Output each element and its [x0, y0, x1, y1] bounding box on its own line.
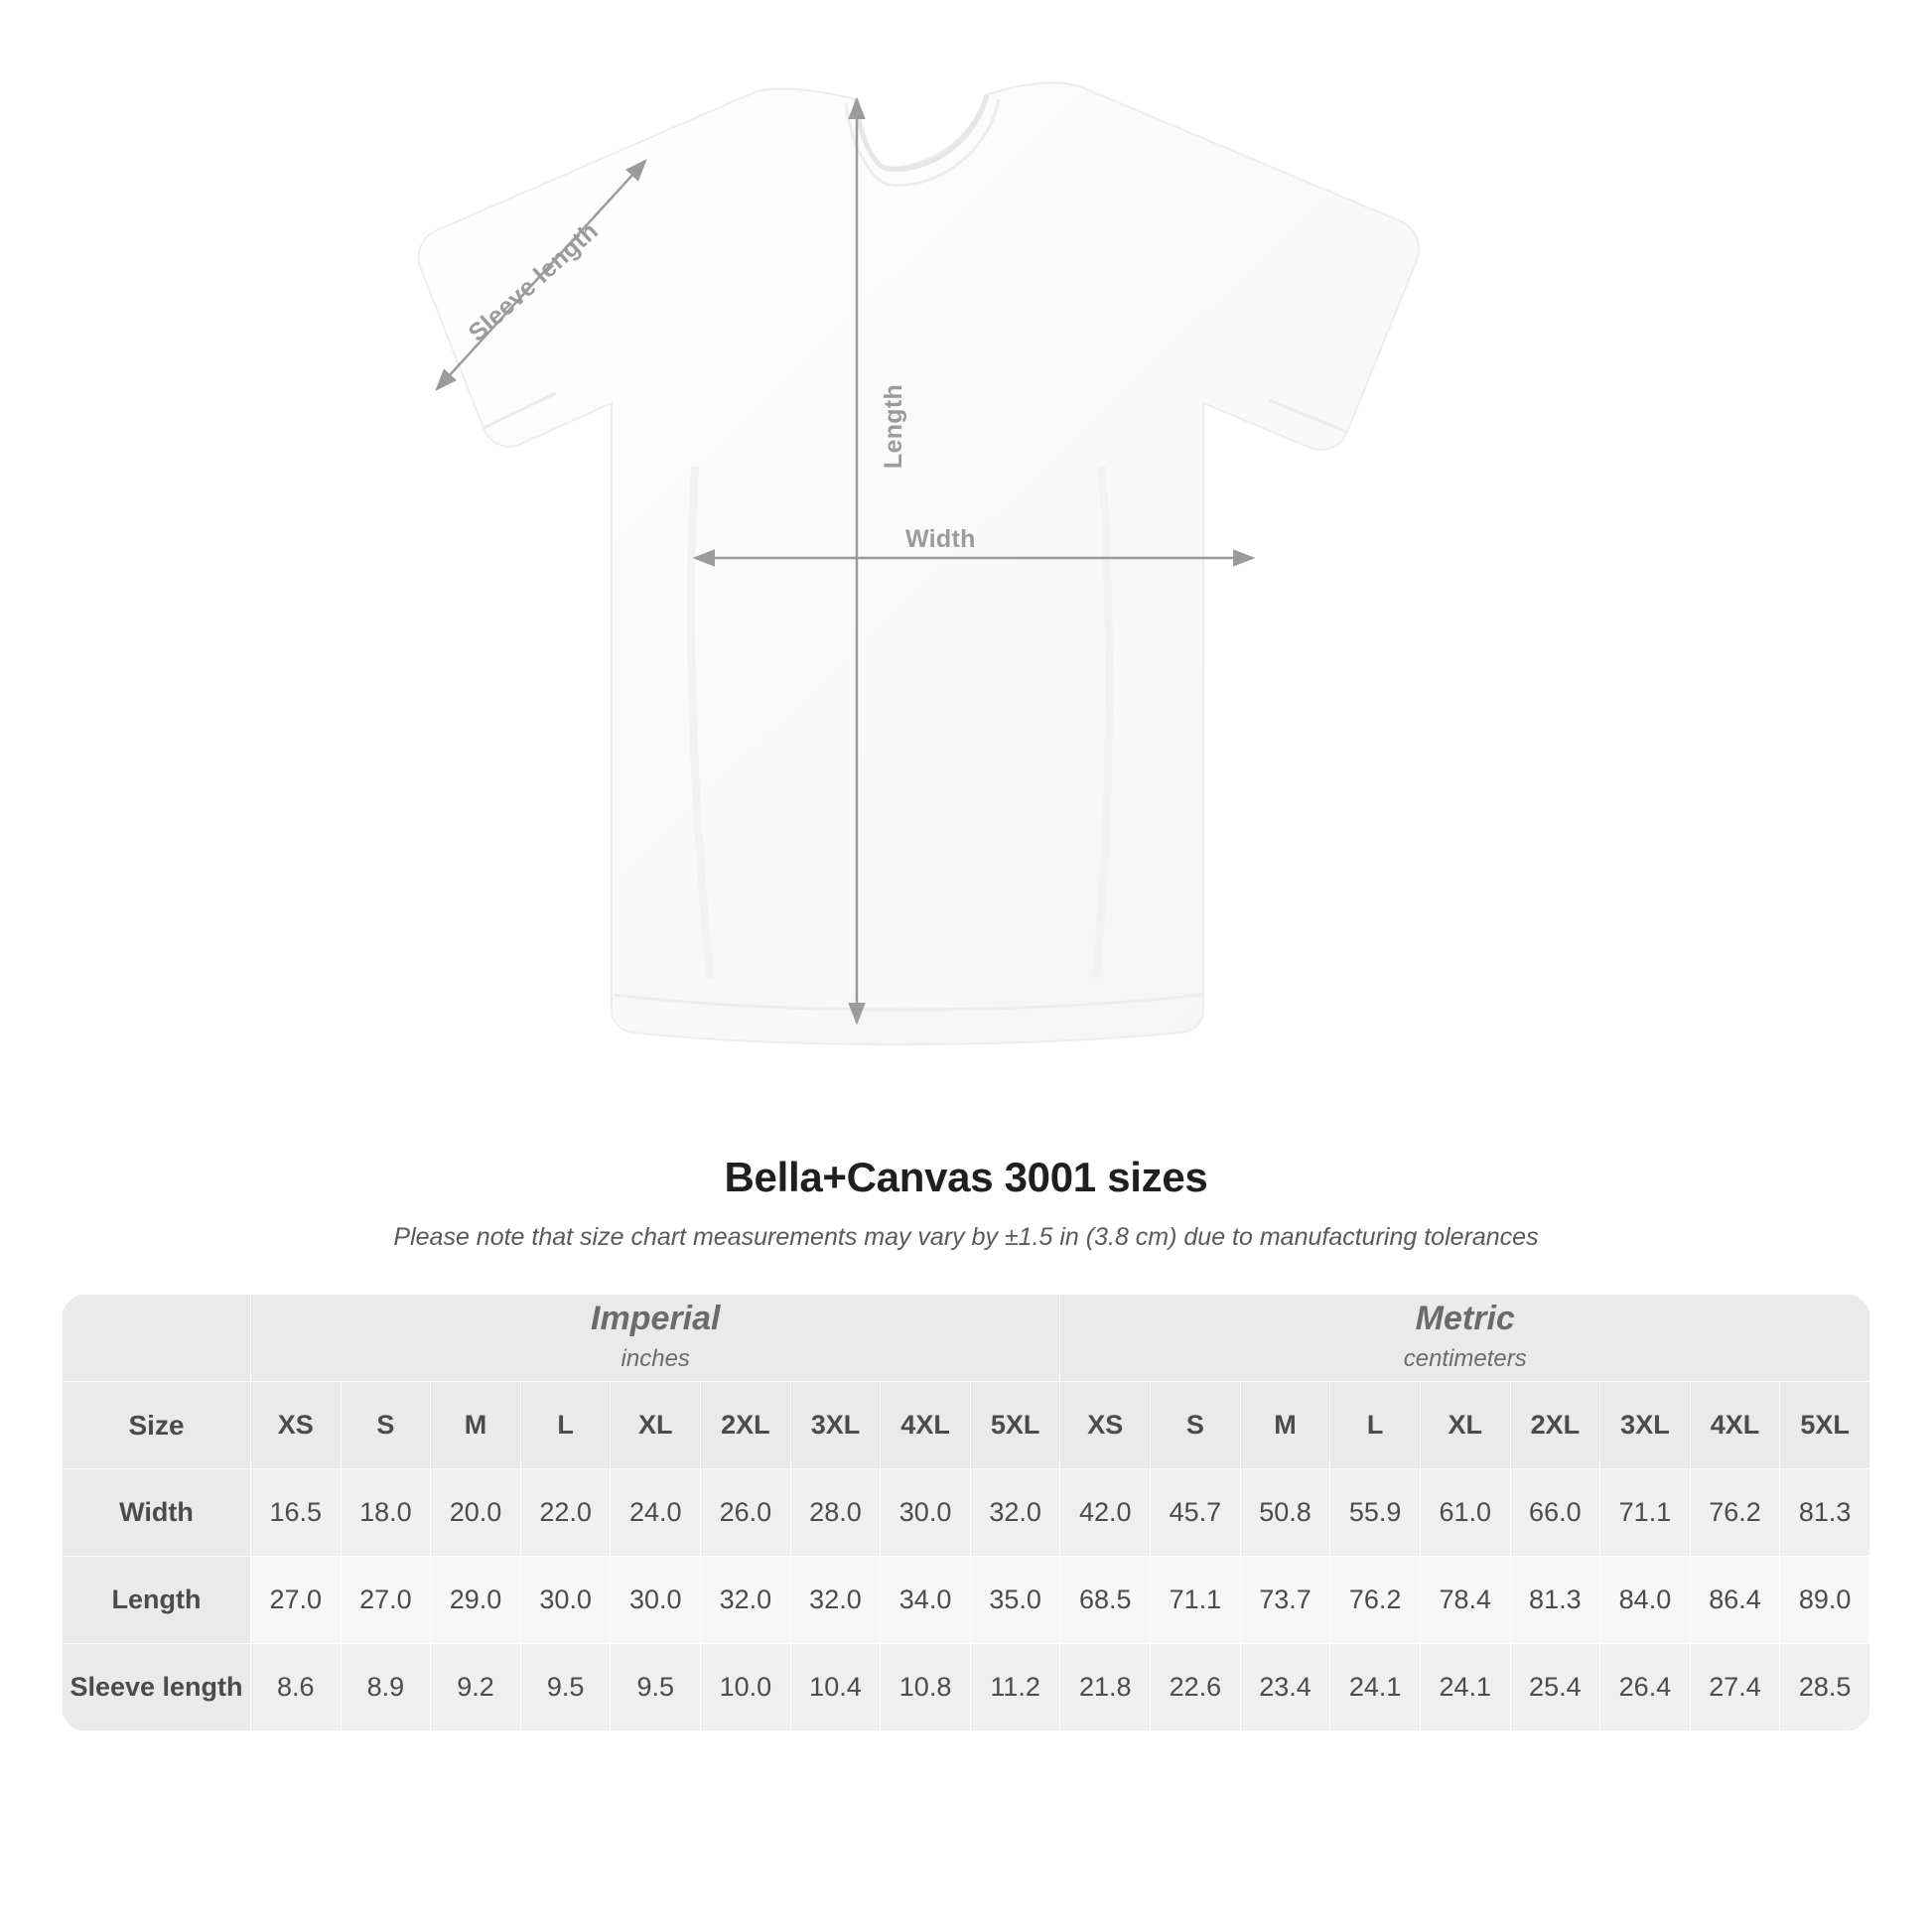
cell-r2-c3: 9.5: [520, 1644, 611, 1731]
cell-r1-c10: 71.1: [1151, 1557, 1241, 1644]
size-table-container: [62, 1294, 1870, 1731]
row-label-0: Width: [63, 1469, 251, 1557]
cell-r1-c5: 32.0: [701, 1557, 791, 1644]
cell-r2-c17: 28.5: [1780, 1644, 1870, 1731]
cell-r0-c2: 20.0: [431, 1469, 521, 1557]
column-header-row: [63, 1382, 1870, 1469]
column-header-6: 3XL: [790, 1382, 881, 1469]
cell-r2-c5: 10.0: [701, 1644, 791, 1731]
table-row: [63, 1469, 1870, 1557]
column-header-12: L: [1330, 1382, 1421, 1469]
cell-r0-c15: 71.1: [1600, 1469, 1691, 1557]
unit-row-spacer: [63, 1295, 251, 1382]
cell-r2-c14: 25.4: [1510, 1644, 1600, 1731]
width-label: Width: [905, 525, 976, 553]
column-header-11: M: [1240, 1382, 1330, 1469]
cell-r0-c11: 50.8: [1240, 1469, 1330, 1557]
cell-r2-c2: 9.2: [431, 1644, 521, 1731]
cell-r1-c7: 34.0: [881, 1557, 971, 1644]
size-header-cell: Size: [63, 1382, 251, 1469]
cell-r2-c1: 8.9: [341, 1644, 431, 1731]
cell-r1-c0: 27.0: [251, 1557, 342, 1644]
cell-r2-c4: 9.5: [611, 1644, 701, 1731]
tshirt-shape: [419, 82, 1419, 1044]
column-header-4: XL: [611, 1382, 701, 1469]
cell-r2-c13: 24.1: [1420, 1644, 1510, 1731]
sleeve-length-label: Sleeve length: [463, 216, 604, 347]
unit-imperial: [251, 1295, 1060, 1382]
unit-metric: [1060, 1295, 1870, 1382]
column-header-14: 2XL: [1510, 1382, 1600, 1469]
cell-r0-c9: 42.0: [1060, 1469, 1151, 1557]
column-header-3: L: [520, 1382, 611, 1469]
cell-r2-c15: 26.4: [1600, 1644, 1691, 1731]
cell-r0-c17: 81.3: [1780, 1469, 1870, 1557]
column-header-5: 2XL: [701, 1382, 791, 1469]
cell-r1-c17: 89.0: [1780, 1557, 1870, 1644]
unit-imperial-sub: inches: [621, 1344, 690, 1372]
cell-r0-c13: 61.0: [1420, 1469, 1510, 1557]
table-row: [63, 1644, 1870, 1731]
column-header-15: 3XL: [1600, 1382, 1691, 1469]
cell-r1-c13: 78.4: [1420, 1557, 1510, 1644]
size-table: [62, 1294, 1870, 1731]
cell-r1-c3: 30.0: [520, 1557, 611, 1644]
unit-header-row: [63, 1295, 1870, 1382]
cell-r1-c15: 84.0: [1600, 1557, 1691, 1644]
cell-r2-c7: 10.8: [881, 1644, 971, 1731]
row-label-2: Sleeve length: [63, 1644, 251, 1731]
column-header-13: XL: [1420, 1382, 1510, 1469]
cell-r2-c16: 27.4: [1690, 1644, 1780, 1731]
column-header-2: M: [431, 1382, 521, 1469]
column-header-8: 5XL: [970, 1382, 1060, 1469]
unit-metric-sub: centimeters: [1403, 1344, 1527, 1372]
cell-r1-c9: 68.5: [1060, 1557, 1151, 1644]
cell-r2-c10: 22.6: [1151, 1644, 1241, 1731]
cell-r0-c7: 30.0: [881, 1469, 971, 1557]
cell-r1-c6: 32.0: [790, 1557, 881, 1644]
column-header-17: 5XL: [1780, 1382, 1870, 1469]
cell-r0-c0: 16.5: [251, 1469, 342, 1557]
cell-r2-c12: 24.1: [1330, 1644, 1421, 1731]
cell-r0-c14: 66.0: [1510, 1469, 1600, 1557]
table-row: [63, 1557, 1870, 1644]
length-label: Length: [880, 383, 908, 470]
cell-r1-c16: 86.4: [1690, 1557, 1780, 1644]
cell-r1-c4: 30.0: [611, 1557, 701, 1644]
cell-r0-c8: 32.0: [970, 1469, 1060, 1557]
cell-r0-c4: 24.0: [611, 1469, 701, 1557]
cell-r2-c9: 21.8: [1060, 1644, 1151, 1731]
cell-r0-c16: 76.2: [1690, 1469, 1780, 1557]
column-header-9: XS: [1060, 1382, 1151, 1469]
tolerance-note: Please note that size chart measurements may vary by ±1.5 in (3.8 cm) due to manufacturing tolerances: [393, 1223, 1539, 1251]
cell-r1-c8: 35.0: [970, 1557, 1060, 1644]
cell-r0-c6: 28.0: [790, 1469, 881, 1557]
cell-r2-c11: 23.4: [1240, 1644, 1330, 1731]
column-header-0: XS: [251, 1382, 342, 1469]
row-label-1: Length: [63, 1557, 251, 1644]
cell-r0-c3: 22.0: [520, 1469, 611, 1557]
column-header-7: 4XL: [881, 1382, 971, 1469]
cell-r2-c8: 11.2: [970, 1644, 1060, 1731]
title-block: [0, 1154, 1932, 1252]
cell-r2-c0: 8.6: [251, 1644, 342, 1731]
cell-r0-c1: 18.0: [341, 1469, 431, 1557]
column-header-10: S: [1151, 1382, 1241, 1469]
page-title: Bella+Canvas 3001 sizes: [724, 1154, 1208, 1200]
unit-metric-name: Metric: [1415, 1300, 1515, 1338]
cell-r1-c12: 76.2: [1330, 1557, 1421, 1644]
column-header-1: S: [341, 1382, 431, 1469]
cell-r2-c6: 10.4: [790, 1644, 881, 1731]
cell-r1-c14: 81.3: [1510, 1557, 1600, 1644]
column-header-16: 4XL: [1690, 1382, 1780, 1469]
cell-r0-c5: 26.0: [701, 1469, 791, 1557]
cell-r0-c10: 45.7: [1151, 1469, 1241, 1557]
unit-imperial-name: Imperial: [591, 1300, 721, 1338]
cell-r1-c11: 73.7: [1240, 1557, 1330, 1644]
cell-r1-c2: 29.0: [431, 1557, 521, 1644]
cell-r0-c12: 55.9: [1330, 1469, 1421, 1557]
cell-r1-c1: 27.0: [341, 1557, 431, 1644]
